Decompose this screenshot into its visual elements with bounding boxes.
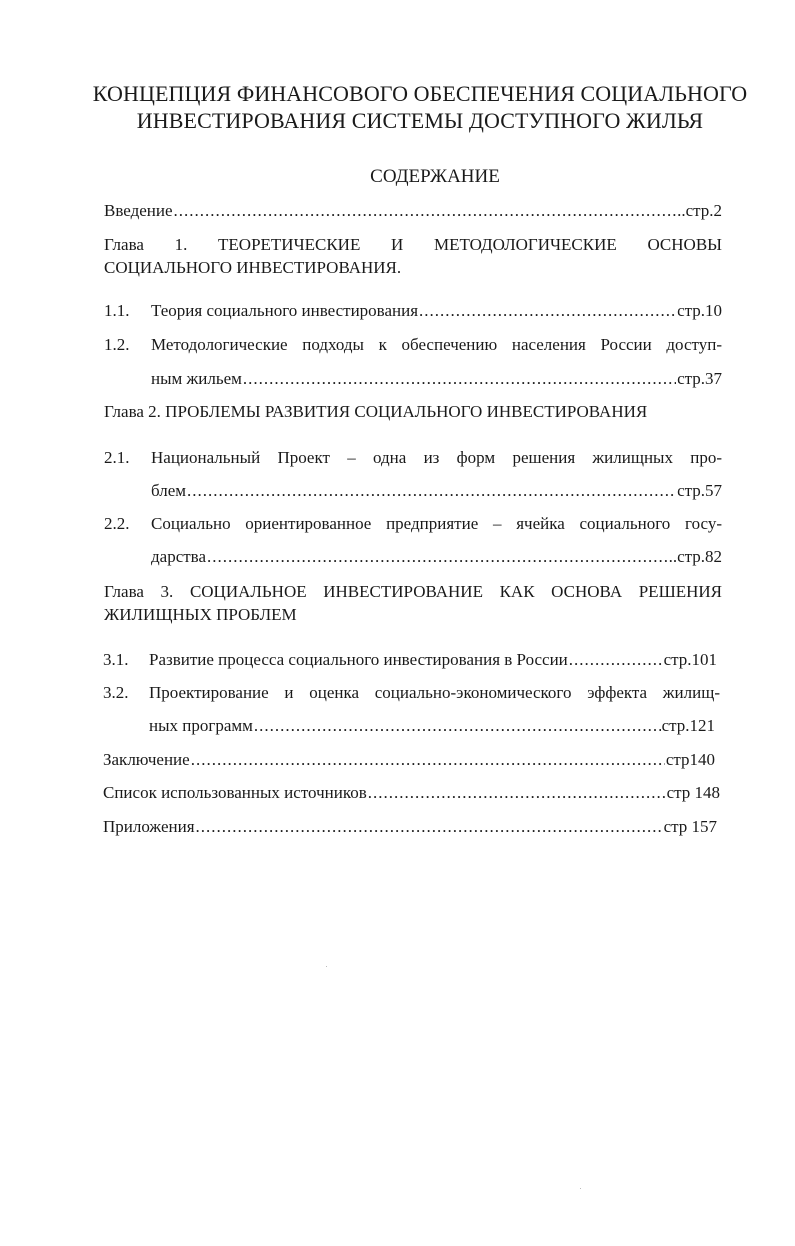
document-title [60, 80, 780, 134]
toc-entry-label: Введение [104, 201, 173, 220]
toc-entry-label: Список использованных источников [103, 783, 367, 802]
toc-page-ref: стр.121 [661, 716, 715, 735]
toc-section-number: 2.2. [104, 514, 130, 533]
toc-page-ref: стр 157 [663, 817, 717, 836]
toc-entry-1-2[interactable] [151, 369, 722, 389]
toc-entry-3-1[interactable] [149, 650, 717, 670]
toc-entry-intro[interactable] [104, 201, 722, 221]
toc-entry-label: Развитие процесса социального инвестирования в России [149, 650, 568, 669]
toc-page-ref: стр.10 [677, 301, 722, 320]
toc-entry-3-2-line-1[interactable]: Проектирование и оценка социально-экономического эффекта жилищ- [149, 683, 720, 702]
toc-page-ref: стр.101 [663, 650, 717, 669]
toc-page-ref: ..стр.82 [668, 547, 722, 566]
toc-entry-1-2-line-1[interactable]: Методологические подходы к обеспечению населения России доступ- [151, 335, 722, 354]
chapter-2-line-1: Глава 2. ПРОБЛЕМЫ РАЗВИТИЯ СОЦИАЛЬНОГО ИНВЕСТИРОВАНИЯ [104, 402, 648, 421]
toc-section-number: 2.1. [104, 448, 130, 467]
leader-dots [243, 369, 676, 389]
chapter-1-line-1: Глава 1. ТЕОРЕТИЧЕСКИЕ И МЕТОДОЛОГИЧЕСКИЕ ОСНОВЫ [104, 235, 722, 254]
toc-entry-1-1[interactable] [151, 301, 722, 321]
leader-dots [419, 301, 676, 321]
title-line-1: КОНЦЕПЦИЯ ФИНАНСОВОГО ОБЕСПЕЧЕНИЯ СОЦИАЛЬНОГО [92, 81, 748, 106]
toc-chapter-1[interactable] [104, 233, 722, 279]
toc-chapter-2[interactable] [104, 400, 704, 423]
title-line-2: ИНВЕСТИРОВАНИЯ СИСТЕМЫ ДОСТУПНОГО ЖИЛЬЯ [136, 108, 704, 133]
toc-page-ref: ..стр.2 [677, 201, 722, 220]
toc-section-number: 1.2. [104, 335, 130, 354]
scan-speck [580, 1188, 581, 1189]
toc-entry-2-2[interactable] [151, 547, 722, 567]
leader-dots [196, 817, 663, 837]
leader-dots [191, 750, 665, 770]
toc-entry-label: блем [151, 481, 187, 500]
toc-page-ref: стр.37 [677, 369, 722, 388]
toc-entry-label: Заключение [103, 750, 190, 769]
scan-speck [326, 966, 327, 967]
leader-dots [207, 547, 668, 567]
leader-dots [368, 783, 666, 803]
leader-dots [174, 201, 677, 221]
toc-page-ref: стр.57 [677, 481, 722, 500]
toc-entry-references[interactable] [103, 783, 720, 803]
leader-dots [254, 716, 661, 736]
toc-entry-label: ным жильем [151, 369, 242, 388]
toc-entry-label: дарства [151, 547, 207, 566]
chapter-3-line-1: Глава 3. СОЦИАЛЬНОЕ ИНВЕСТИРОВАНИЕ КАК ОСНОВА РЕШЕНИЯ [104, 582, 722, 601]
toc-page-ref: стр140 [665, 750, 715, 769]
toc-entry-2-2-line-1[interactable]: Социально ориентированное предприятие – ячейка социального госу- [151, 514, 722, 533]
toc-entry-label: Приложения [103, 817, 195, 836]
toc-section-number: 3.2. [103, 683, 129, 702]
chapter-3-line-2: ЖИЛИЩНЫХ ПРОБЛЕМ [104, 605, 297, 624]
toc-entry-2-1-line-1[interactable]: Национальный Проект – одна из форм решения жилищных про- [151, 448, 722, 467]
toc-entry-conclusion[interactable] [103, 750, 715, 770]
toc-entry-3-2[interactable] [149, 716, 715, 736]
toc-heading: СОДЕРЖАНИЕ [370, 166, 500, 187]
toc-page-ref: стр 148 [666, 783, 720, 802]
leader-dots [187, 481, 676, 501]
toc-entry-appendices[interactable] [103, 817, 717, 837]
toc-entry-label: ных программ [149, 716, 253, 735]
toc-chapter-3[interactable] [104, 580, 722, 626]
leader-dots [569, 650, 663, 670]
toc-section-number: 1.1. [104, 301, 130, 320]
toc-entry-label: Теория социального инвестирования [151, 301, 419, 320]
chapter-1-line-2: СОЦИАЛЬНОГО ИНВЕСТИРОВАНИЯ. [104, 258, 402, 277]
toc-section-number: 3.1. [103, 650, 129, 669]
toc-entry-2-1[interactable] [151, 481, 722, 501]
